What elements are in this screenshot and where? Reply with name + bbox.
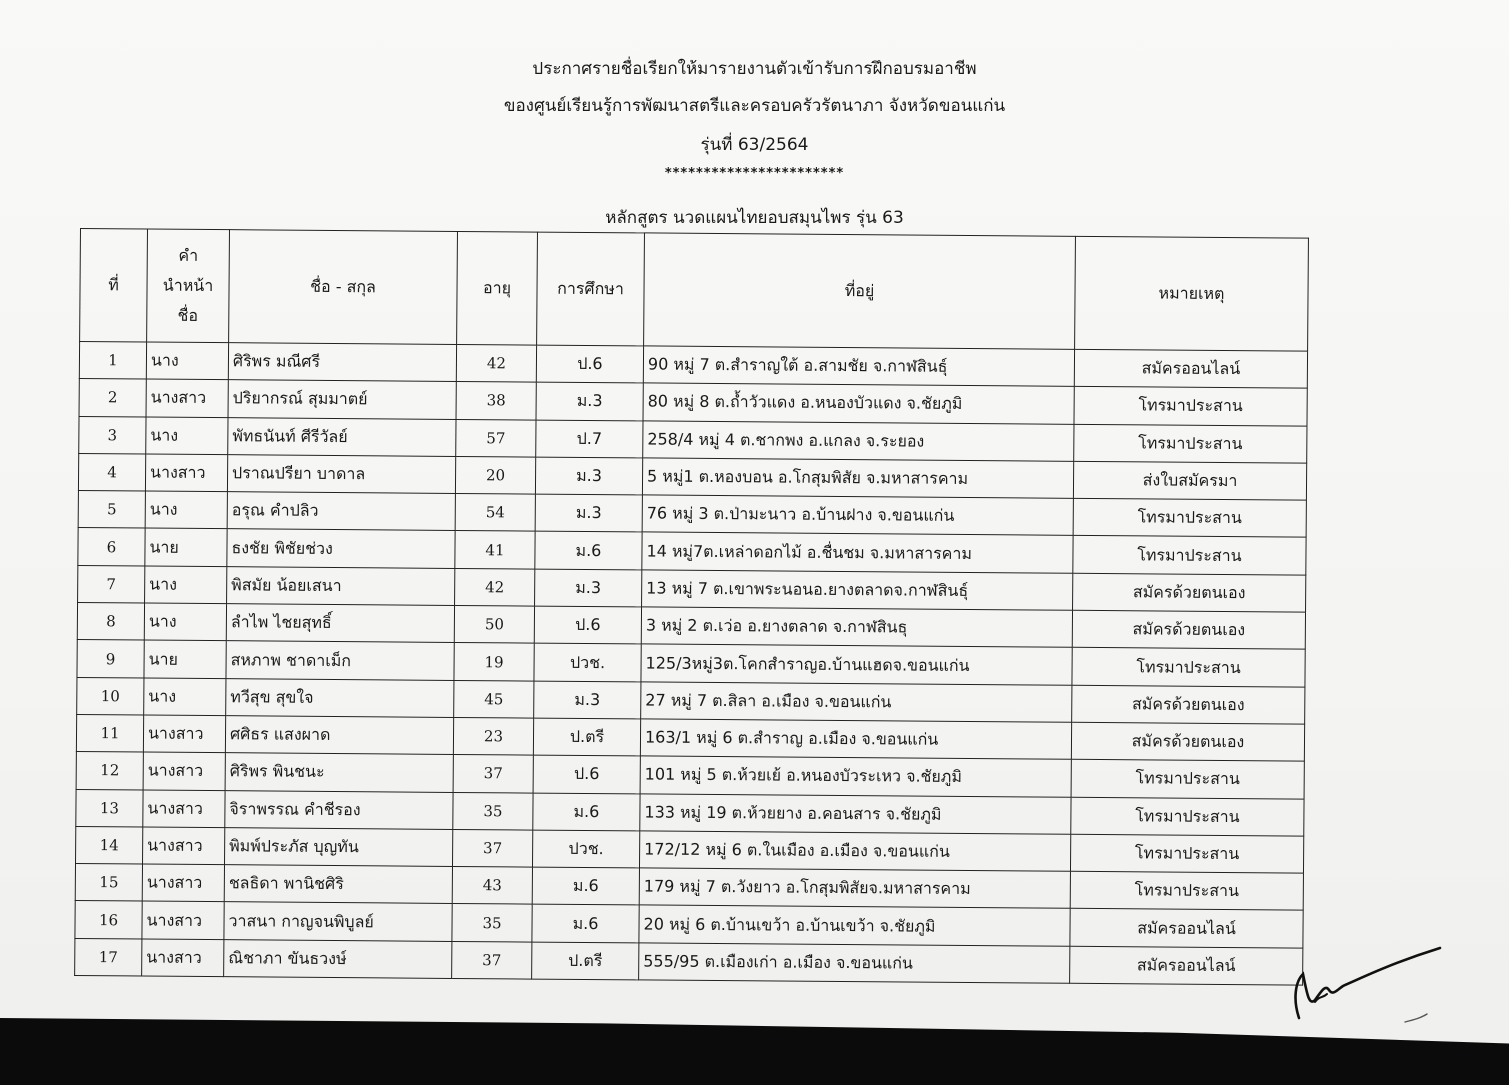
- cell-address: 555/95 ต.เมืองเก่า อ.เมือง จ.ขอนแก่น: [639, 943, 1070, 984]
- cell-education: ม.6: [532, 867, 639, 905]
- cell-prefix: นาง: [145, 491, 227, 529]
- cell-prefix: นางสาว: [143, 752, 225, 790]
- cell-prefix: นางสาว: [143, 715, 225, 753]
- cell-no: 17: [75, 938, 142, 976]
- cell-note: สมัครด้วยตนเอง: [1072, 685, 1305, 724]
- col-header-education: การศึกษา: [537, 232, 645, 346]
- cell-no: 8: [77, 603, 144, 641]
- cell-address: 90 หมู่ 7 ต.สำราญใต้ อ.สามชัย จ.กาฬสินธุ์: [643, 346, 1074, 387]
- cell-note: สมัครด้วยตนเอง: [1073, 573, 1306, 612]
- cell-name: ลำไพ ไชยสุทธิ์: [226, 604, 454, 643]
- cell-name: จิราพรรณ คำชีรอง: [225, 790, 453, 829]
- cell-address: 258/4 หมู่ 4 ต.ชากพง อ.แกลง จ.ระยอง: [643, 421, 1074, 462]
- cell-age: 57: [456, 419, 536, 457]
- cell-no: 7: [78, 565, 145, 603]
- cell-no: 6: [78, 528, 145, 566]
- cell-note: โทรมาประสาน: [1073, 498, 1306, 537]
- cell-no: 3: [79, 416, 146, 454]
- cell-age: 37: [452, 941, 532, 979]
- cell-age: 37: [452, 829, 532, 867]
- cell-education: ม.3: [535, 457, 642, 495]
- registrant-table: [74, 228, 1309, 986]
- scan-edge-shadow: [0, 1018, 1509, 1085]
- cell-prefix: นาง: [145, 566, 227, 604]
- cell-name: ศิริพร มณีศรี: [228, 343, 456, 382]
- cell-education: ป.ตรี: [532, 942, 639, 980]
- cell-name: สหภาพ ชาดาเม็ก: [226, 641, 454, 680]
- cell-education: ป.6: [534, 606, 641, 644]
- cell-name: พิมพ์ประภัส บุญทัน: [225, 828, 453, 867]
- cell-prefix: นาง: [144, 678, 226, 716]
- cell-no: 13: [76, 789, 143, 827]
- cell-address: 5 หมู่1 ต.หองบอน อ.โกสุมพิสัย จ.มหาสารคาม: [642, 458, 1073, 499]
- cell-address: 20 หมู่ 6 ต.บ้านเขว้า อ.บ้านเขว้า จ.ชัยภูมิ: [639, 905, 1070, 946]
- cell-name: ปราณปรียา บาดาล: [227, 455, 455, 494]
- cell-age: 50: [454, 606, 534, 644]
- cell-no: 11: [76, 714, 143, 752]
- cell-age: 42: [455, 568, 535, 606]
- cell-no: 16: [75, 901, 142, 939]
- cell-prefix: นางสาว: [143, 827, 225, 865]
- cell-education: ป.7: [536, 420, 643, 458]
- cell-age: 45: [454, 680, 534, 718]
- cell-education: ป.6: [533, 755, 640, 793]
- cell-no: 1: [79, 342, 146, 380]
- cell-education: ป.ตรี: [533, 718, 640, 756]
- cell-prefix: นางสาว: [142, 939, 224, 977]
- cell-prefix: นางสาว: [145, 454, 227, 492]
- cell-note: โทรมาประสาน: [1070, 834, 1303, 873]
- cell-address: 13 หมู่ 7 ต.เขาพระนอนอ.ยางตลาดจ.กาฬสินธุ์: [642, 570, 1073, 611]
- cell-note: สมัครออนไลน์: [1070, 909, 1303, 948]
- col-header-address: ที่อยู่: [644, 233, 1076, 349]
- col-header-no: ที่: [80, 229, 148, 343]
- cell-age: 41: [455, 531, 535, 569]
- separator-stars: ***********************: [664, 166, 845, 181]
- cell-name: ทวีสุข สุขใจ: [226, 678, 454, 717]
- table-header-row: [80, 229, 1309, 352]
- cell-education: ม.3: [535, 569, 642, 607]
- cell-education: ม.6: [535, 532, 642, 570]
- cell-address: 14 หมู่7ต.เหล่าดอกไม้ อ.ชื่นชม จ.มหาสารคาม: [642, 532, 1073, 573]
- course-title: หลักสูตร นวดแผนไทยอบสมุนไพร รุ่น 63: [605, 208, 904, 228]
- cell-name: ธงชัย พิชัยช่วง: [227, 529, 455, 568]
- cell-education: ม.6: [532, 905, 639, 943]
- col-header-age: อายุ: [457, 231, 538, 345]
- cell-prefix: นาง: [146, 342, 228, 380]
- cell-name: พัทธนันท์ ศีรีวัลย์: [228, 417, 456, 456]
- center-name: ของศูนย์เรียนรู้การพัฒนาสตรีและครอบครัวรัตนาภา จังหวัดขอนแก่น: [503, 96, 1006, 116]
- cell-name: ศศิธร แสงผาด: [225, 716, 453, 755]
- col-header-name: ชื่อ - สกุล: [229, 230, 458, 345]
- cell-note: สมัครด้วยตนเอง: [1071, 722, 1304, 761]
- cell-age: 54: [455, 494, 535, 532]
- batch-number: รุ่นที่ 63/2564: [700, 135, 809, 155]
- cell-education: ม.3: [536, 382, 643, 420]
- cell-note: สมัครด้วยตนเอง: [1072, 610, 1305, 649]
- announcement-title: ประกาศรายชื่อเรียกให้มารายงานตัวเข้ารับการฝึกอบรมอาชีพ: [532, 59, 977, 79]
- cell-age: 42: [456, 344, 536, 382]
- cell-no: 5: [78, 491, 145, 529]
- cell-note: โทรมาประสาน: [1071, 760, 1304, 799]
- cell-age: 37: [453, 755, 533, 793]
- cell-address: 163/1 หมู่ 6 ต.สำราญ อ.เมือง จ.ขอนแก่น: [640, 719, 1071, 760]
- cell-education: ป.6: [536, 345, 643, 383]
- cell-name: ปริยากรณ์ สุมมาตย์: [228, 380, 456, 419]
- cell-education: ม.3: [535, 494, 642, 532]
- cell-prefix: นางสาว: [142, 901, 224, 939]
- cell-education: ม.3: [534, 681, 641, 719]
- table-body: [75, 342, 1308, 986]
- cell-address: 172/12 หมู่ 6 ต.ในเมือง อ.เมือง จ.ขอนแก่น: [639, 831, 1070, 872]
- col-header-prefix: [147, 229, 230, 343]
- cell-address: 179 หมู่ 7 ต.วังยาว อ.โกสุมพิสัยจ.มหาสารคาม: [639, 868, 1070, 909]
- col-header-note: หมายเหตุ: [1075, 236, 1309, 351]
- cell-prefix: นางสาว: [143, 790, 225, 828]
- cell-note: โทรมาประสาน: [1073, 536, 1306, 575]
- cell-education: ปวช.: [532, 830, 639, 868]
- cell-address: 80 หมู่ 8 ต.ถ้ำวัวแดง อ.หนองบัวแดง จ.ชัยภูมิ: [643, 383, 1074, 424]
- cell-prefix: นางสาว: [146, 379, 228, 417]
- cell-address: 3 หมู่ 2 ต.เว่อ อ.ยางตลาด จ.กาฬสินธุ: [641, 607, 1072, 648]
- cell-no: 4: [78, 453, 145, 491]
- cell-address: 101 หมู่ 5 ต.ห้วยเย้ อ.หนองบัวระเหว จ.ชัยภูมิ: [640, 756, 1071, 797]
- cell-no: 12: [76, 752, 143, 790]
- cell-note: โทรมาประสาน: [1071, 797, 1304, 836]
- cell-age: 23: [453, 717, 533, 755]
- cell-age: 35: [452, 904, 532, 942]
- cell-note: โทรมาประสาน: [1070, 871, 1303, 910]
- cell-prefix: นาย: [145, 529, 227, 567]
- cell-name: ณิชาภา ขันธวงษ์: [224, 939, 452, 978]
- cell-note: โทรมาประสาน: [1074, 387, 1307, 426]
- cell-prefix: นาย: [144, 640, 226, 678]
- cell-no: 14: [76, 826, 143, 864]
- cell-address: 133 หมู่ 19 ต.ห้วยยาง อ.คอนสาร จ.ชัยภูมิ: [640, 793, 1071, 834]
- cell-age: 19: [454, 643, 534, 681]
- cell-no: 10: [77, 677, 144, 715]
- cell-no: 9: [77, 640, 144, 678]
- cell-name: วาสนา กาญจนพิบูลย์: [224, 902, 452, 941]
- col-header-prefix-line3: ชื่อ: [177, 305, 199, 325]
- col-header-prefix-line1: คำ: [178, 245, 199, 265]
- cell-name: พิสมัย น้อยเสนา: [227, 566, 455, 605]
- cell-note: โทรมาประสาน: [1072, 648, 1305, 687]
- cell-address: 27 หมู่ 7 ต.สิลา อ.เมือง จ.ขอนแก่น: [641, 682, 1072, 723]
- cell-prefix: นาง: [146, 417, 228, 455]
- cell-prefix: นางสาว: [142, 864, 224, 902]
- cell-name: อรุณ คำปลิว: [227, 492, 455, 531]
- cell-note: สมัครออนไลน์: [1070, 946, 1303, 985]
- cell-no: 15: [75, 864, 142, 902]
- cell-age: 20: [455, 456, 535, 494]
- cell-note: ส่งใบสมัครมา: [1073, 461, 1306, 500]
- signature: [1285, 940, 1445, 1030]
- cell-name: ศิริพร พินชนะ: [225, 753, 453, 792]
- cell-address: 125/3หมู่3ต.โคกสำราญอ.บ้านแฮดจ.ขอนแก่น: [641, 644, 1072, 685]
- cell-no: 2: [79, 379, 146, 417]
- cell-education: ปวช.: [534, 643, 641, 681]
- cell-education: ม.6: [533, 793, 640, 831]
- cell-age: 38: [456, 382, 536, 420]
- cell-age: 35: [453, 792, 533, 830]
- cell-address: 76 หมู่ 3 ต.ป่ามะนาว อ.บ้านฝาง จ.ขอนแก่น: [642, 495, 1073, 536]
- cell-prefix: นาง: [144, 603, 226, 641]
- col-header-prefix-line2: นำหน้า: [162, 275, 214, 296]
- cell-age: 43: [452, 867, 532, 905]
- cell-name: ชลธิดา พานิชศิริ: [224, 865, 452, 904]
- cell-note: สมัครออนไลน์: [1074, 349, 1307, 388]
- cell-note: โทรมาประสาน: [1074, 424, 1307, 463]
